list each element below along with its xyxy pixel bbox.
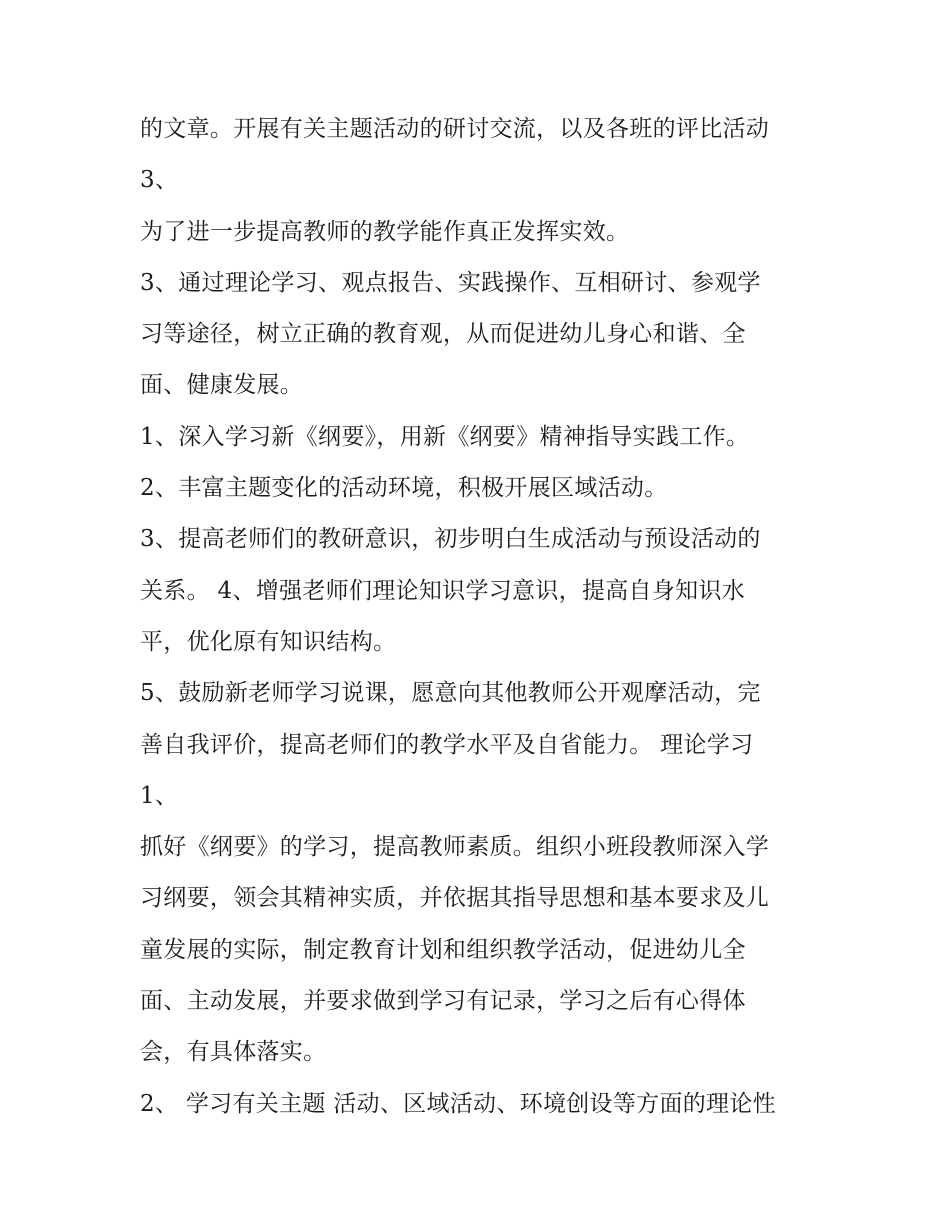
text-line: 童发展的实际，制定教育计划和组织教学活动，促进幼儿全 — [140, 936, 746, 963]
text-line: 5、鼓励新老师学习说课，愿意向其他教师公开观摩活动，完 — [140, 680, 761, 707]
text-line: 习纲要，领会其精神实质，并依据其指导思想和基本要求及儿 — [140, 885, 770, 912]
text-line: 面、主动发展，并要求做到学习有记录，学习之后有心得体 — [140, 988, 746, 1015]
text-line: 习等途径，树立正确的教育观，从而促进幼儿身心和谐、全 — [140, 321, 746, 348]
text-line: 平，优化原有知识结构。 — [140, 628, 397, 655]
text-line: 3、 — [140, 167, 179, 194]
text-line: 关系。 4、增强老师们理论知识学习意识，提高自身知识水 — [140, 577, 746, 604]
document-body — [140, 104, 820, 1130]
text-line: 2、丰富主题变化的活动环境，积极开展区域活动。 — [140, 475, 668, 502]
text-line: 2、 学习有关主题 活动、区域活动、环境创设等方面的理论性 — [140, 1090, 776, 1117]
text-line: 1、 — [140, 782, 179, 809]
text-line: 为了进一步提高教师的教学能作真正发挥实效。 — [140, 218, 630, 245]
text-line: 善自我评价，提高老师们的教学水平及自省能力。 理论学习 — [140, 731, 754, 758]
text-line: 的文章。开展有关主题活动的研讨交流，以及各班的评比活动 — [140, 116, 770, 142]
text-line: 3、提高老师们的教研意识，初步明白生成活动与预设活动的 — [140, 526, 761, 553]
text-line: 3、通过理论学习、观点报告、实践操作、互相研讨、参观学 — [140, 269, 761, 296]
text-line: 1、深入学习新《纲要》，用新《纲要》精神指导实践工作。 — [140, 423, 750, 450]
text-line: 抓好《纲要》的学习，提高教师素质。组织小班段教师深入学 — [140, 834, 770, 861]
text-line: 面、健康发展。 — [140, 372, 304, 399]
text-line: 会，有具体落实。 — [140, 1039, 327, 1066]
